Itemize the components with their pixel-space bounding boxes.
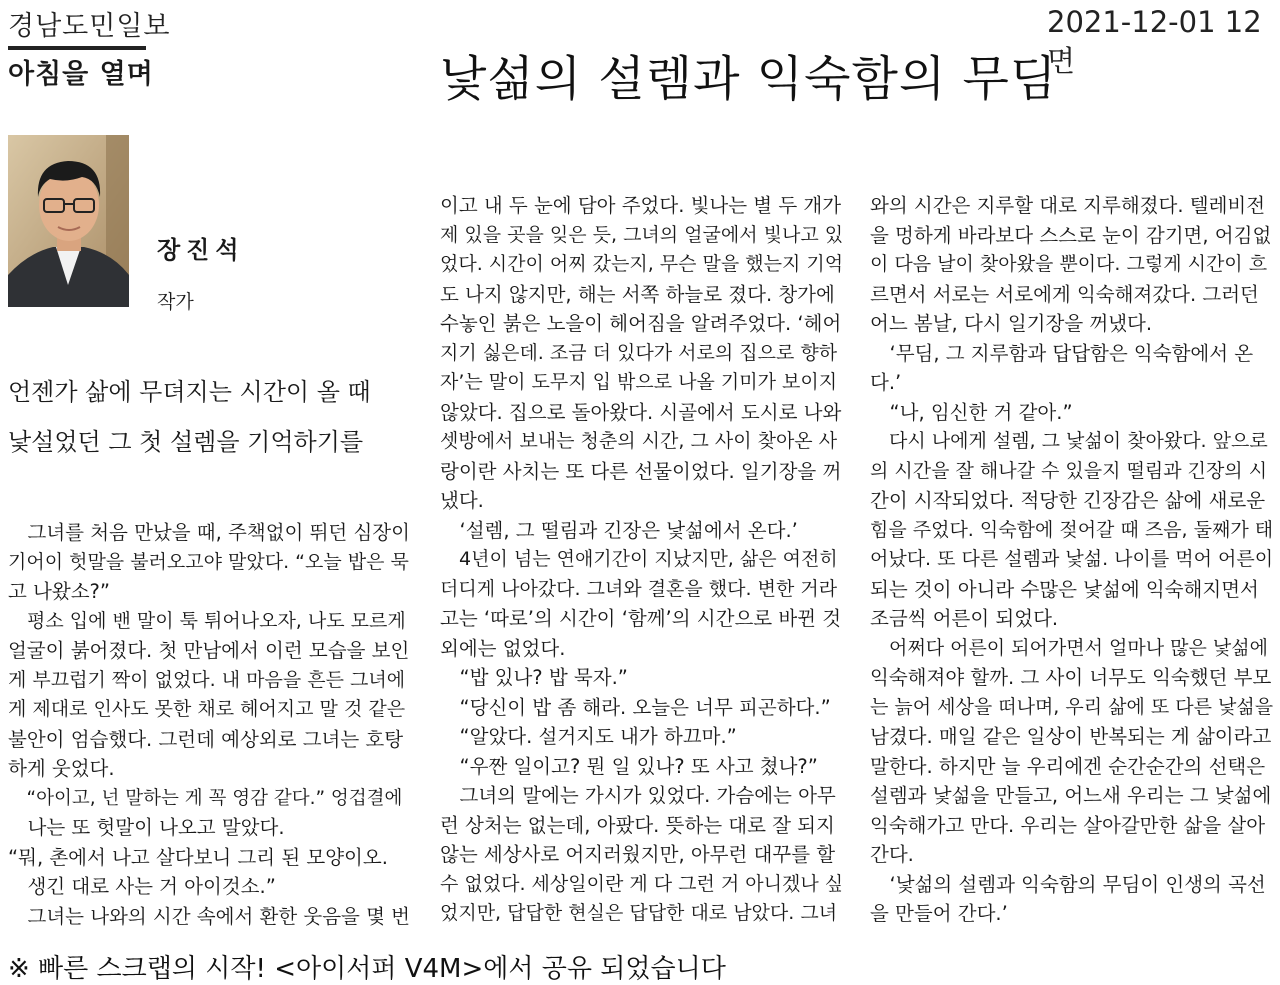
newspaper-name: 경남도민일보 [8, 11, 171, 42]
article-line: ‘설렘, 그 떨림과 긴장은 낯섦에서 온다.’ [459, 518, 798, 542]
article-line: 고는 ‘따로’의 시간이 ‘함께’의 시간으로 바뀐 것 [440, 607, 842, 630]
article-line: 간이 시작되었다. 적당한 긴장감은 삶에 새로운 [870, 489, 1266, 512]
subhead-line: 언젠가 삶에 무뎌지는 시간이 올 때 [8, 378, 371, 406]
article-line: “아이고, 넌 말하는 게 꼭 영감 같다.” 엉겁결에 [26, 787, 403, 809]
article-line: 의 시간을 잘 해나갈 수 있을지 떨림과 긴장의 시 [870, 459, 1268, 482]
article-line: 않았다. 집으로 돌아왔다. 시골에서 도시로 나와 [440, 400, 842, 424]
article-line: 생긴 대로 사는 거 아이것소.” [27, 875, 276, 898]
article-line: 냈다. [440, 489, 484, 512]
article-line: 더디게 나아갔다. 그녀와 결혼을 했다. 변한 거라 [440, 577, 838, 600]
article-line: “나, 임신한 거 같아.” [889, 400, 1073, 424]
article-line: 얼굴이 붉어졌다. 첫 만남에서 이런 모습을 보인 [8, 639, 410, 662]
article-line: 랑이란 사치는 또 다른 선물이었다. 일기장을 꺼 [440, 459, 842, 483]
article-line: 익숙해가고 만다. 우리는 살아갈만한 삶을 살아 [870, 813, 1266, 837]
article-line: 그녀의 말에는 가시가 있었다. 가슴에는 아무 [459, 784, 836, 807]
article-line: 어느 봄날, 다시 일기장을 꺼냈다. [870, 312, 1153, 335]
author-role: 작가 [157, 291, 194, 313]
article-line: 어쩌다 어른이 되어가면서 얼마나 많은 낯섦에 [889, 636, 1268, 659]
article-line: 수 없었다. 세상일이란 게 다 그런 거 아니겠나 싶 [440, 872, 844, 895]
article-line: 이고 내 두 눈에 담아 주었다. 빛나는 별 두 개가 [440, 194, 842, 217]
article-line: 간다. [870, 843, 914, 866]
article-line: 다시 나에게 설렘, 그 낯섦이 찾아왔다. 앞으로 [889, 430, 1268, 452]
article-line: 이 다음 날이 찾아왔을 뿐이다. 그렇게 시간이 흐 [870, 253, 1268, 275]
article-line: 을 만들어 간다.’ [870, 902, 1008, 925]
section-name: 아침을 열며 [8, 59, 154, 90]
article-line: “뭐, 촌에서 나고 살다보니 그리 된 모양이오. [8, 845, 388, 869]
article-line: 그녀는 나와의 시간 속에서 환한 웃음을 몇 번 [27, 904, 410, 928]
footer-note: ※ 빠른 스크랩의 시작! <아이서퍼 V4M>에서 공유 되었습니다 [8, 954, 726, 984]
article-line: 게 제대로 인사도 못한 채로 헤어지고 말 것 같은 [8, 698, 406, 720]
article-line: 수놓인 붉은 노을이 헤어짐을 알려주었다. ‘헤어 [440, 312, 842, 335]
article-line: 르면서 서로는 서로에게 익숙해져갔다. 그러던 [870, 282, 1259, 306]
article-line: 는 늙어 세상을 떠나며, 우리 삶에 또 다른 낯섦을 [870, 695, 1274, 718]
article-line: 지기 싫은데. 조금 더 있다가 서로의 집으로 향하 [440, 341, 838, 364]
article-line: 제 있을 곳을 잊은 듯, 그녀의 얼굴에서 빛나고 있 [440, 223, 844, 246]
article-line: 자’는 말이 도무지 입 밖으로 나올 기미가 보이지 [440, 371, 838, 393]
article-line: 불안이 엄습했다. 그런데 예상외로 그녀는 호탕 [8, 727, 404, 751]
article-line: 힘을 주었다. 익숙함에 젖어갈 때 즈음, 둘째가 태 [870, 518, 1274, 541]
headline: 낯섦의 설렘과 익숙함의 무딤 [440, 51, 1058, 107]
header-rule [8, 46, 146, 50]
article-line: 되는 것이 아니라 수많은 낯섦에 익숙해지면서 [870, 577, 1259, 601]
article-line: 와의 시간은 지루할 대로 지루해졌다. 텔레비전 [870, 194, 1266, 217]
article-line: “알았다. 설거지도 내가 하끄마.” [459, 725, 737, 748]
article-line: 외에는 없었다. [440, 636, 566, 660]
article-line: 익숙해져야 할까. 그 사이 너무도 익숙했던 부모 [870, 666, 1272, 689]
article-line: 말한다. 하지만 늘 우리에겐 순간순간의 선택은 [870, 754, 1266, 778]
article-line: 설렘과 낯섦을 만들고, 어느새 우리는 그 낯섦에 [870, 784, 1272, 807]
article-line: 을 멍하게 바라보다 스스로 눈이 감기면, 어김없 [870, 223, 1272, 247]
author-photo [8, 135, 129, 307]
article-line: 도 나지 않지만, 해는 서쪽 하늘로 졌다. 창가에 [440, 282, 835, 306]
article-line: 조금씩 어른이 되었다. [870, 607, 1059, 630]
article-line: 나는 또 헛말이 나오고 말았다. [27, 816, 285, 839]
date-page-label: 2021-12-01 12면 [1047, 5, 1262, 78]
article-line: “당신이 밥 좀 해라. 오늘은 너무 피곤하다.” [459, 695, 831, 719]
author-name: 장진석 [157, 236, 245, 264]
article-line: 런 상처는 없는데, 아팠다. 뜻하는 대로 잘 되지 [440, 813, 835, 837]
article-line: 었다. 시간이 어찌 갔는지, 무슨 말을 했는지 기억 [440, 253, 844, 275]
article-line: 4년이 넘는 연애기간이 지났지만, 삶은 여전히 [459, 548, 838, 570]
article-line: 다.’ [870, 371, 902, 394]
article-line: ‘낯섦의 설렘과 익숙함의 무딤이 인생의 곡선 [889, 872, 1266, 896]
article-line: “밥 있나? 밥 묵자.” [459, 666, 628, 689]
article-line: 않는 세상사로 어지러웠지만, 아무런 대꾸를 할 [440, 843, 836, 866]
article-line: 셋방에서 보내는 청춘의 시간, 그 사이 찾아온 사 [440, 430, 838, 452]
article-line: 평소 입에 밴 말이 툭 튀어나오자, 나도 모르게 [27, 609, 406, 632]
article-line: 남겼다. 매일 같은 일상이 반복되는 게 삶이라고 [870, 725, 1272, 748]
subhead-line: 낯설었던 그 첫 설렘을 기억하기를 [8, 428, 364, 456]
article-line: 하게 웃었다. [8, 757, 115, 780]
article-line: 그녀를 처음 만났을 때, 주책없이 뛰던 심장이 [27, 521, 410, 544]
article-line: 었지만, 답답한 현실은 답답한 대로 남았다. 그녀 [440, 902, 838, 924]
article-line: “우짠 일이고? 뭔 일 있나? 또 사고 쳤나?” [459, 754, 818, 778]
author-portrait-image [8, 135, 129, 307]
article-line: 기어이 헛말을 불러오고야 말았다. “오늘 밥은 묵 [8, 550, 409, 573]
article-line: 고 나왔소?” [8, 580, 110, 603]
article-line: ‘무딤, 그 지루함과 답답함은 익숙함에서 온 [889, 341, 1254, 365]
article-line: 게 부끄럽기 짝이 없었다. 내 마음을 흔든 그녀에 [8, 668, 406, 691]
article-line: 어났다. 또 다른 설렘과 낯섦. 나이를 먹어 어른이 [870, 548, 1274, 570]
